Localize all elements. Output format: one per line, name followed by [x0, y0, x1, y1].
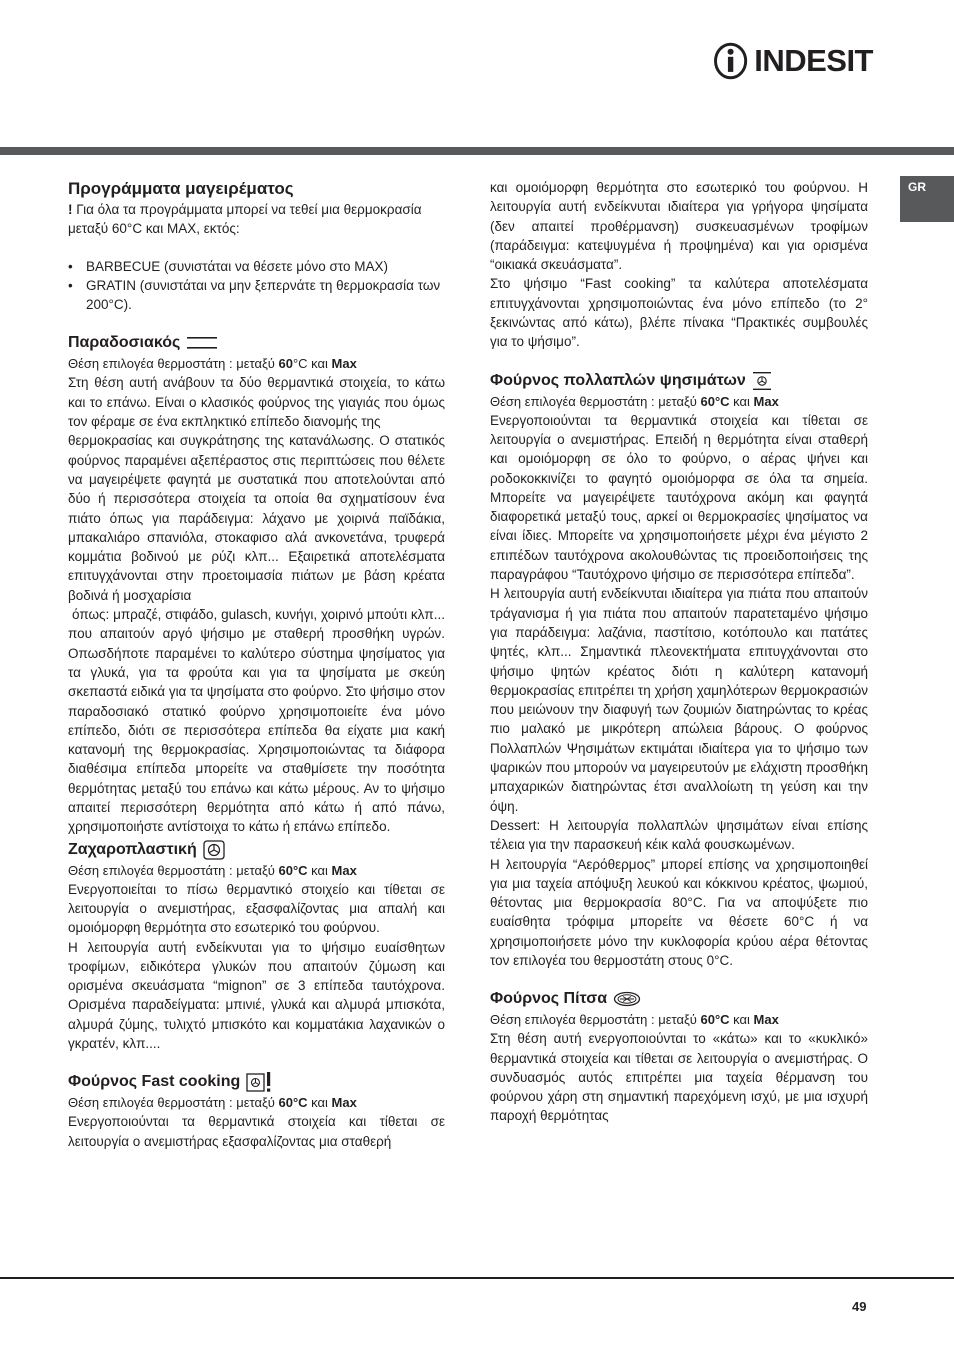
fast-cooking-paragraph: και ομοιόμορφη θερμότητα στο εσωτερικό του φούρνου. Η λειτουργία αυτή ενδείκνυται ιδιαίτερα για γρήγορα ψησίματα (δεν απαιτεί προθέρμανση) συσκευασμένων τροφίμων (παράδειγμα: κατεψυγμένα ή προψημένα) και για ορισμένα “οικιακά σκευάσματα”.: [490, 180, 868, 273]
setting-mid: και: [307, 862, 332, 878]
warning-note: [68, 200, 445, 239]
pastry-paragraph: Η λειτουργία αυτή ενδείκνυται για το ψήσιμο ευαίσθητων τροφίμων, ειδικότερα γλυκών που απαιτούν ζύμωση και ορισμένα σκευάσματα “mignon” σε 3 επίπεδα ταυτόχρονα. Ορισμένα παραδείγματα: μπινιέ, γλυκά και αλμυρά μπισκότα, αλμυρά ζύμης, τυλιχτό μπισκότο και κομματάκια λαχανικών ο γκρατέν, κλπ....: [68, 939, 445, 1051]
pastry-heading: [68, 839, 445, 861]
fast-cooking-icon: [246, 1071, 272, 1093]
multi-cooking-paragraph: Dessert: Η λειτουργία πολλαπλών ψησιμάτων είναι επίσης τέλεια για την παρασκευή κέικ καλά φουσκωμένων.: [490, 817, 868, 853]
warning-mark: !: [68, 202, 73, 217]
setting-mid: και: [729, 393, 754, 409]
right-column: [490, 178, 868, 1126]
pizza-icon: [613, 991, 641, 1007]
multi-cooking-heading: [490, 370, 868, 392]
left-column: [68, 178, 445, 1151]
setting-max: Max: [331, 862, 357, 878]
pastry-fan-icon: [203, 840, 225, 860]
indesit-i-icon: [713, 38, 748, 84]
setting-mid: και: [307, 1095, 332, 1111]
page-number: 49: [852, 1299, 867, 1314]
setting-min: 60°C: [700, 1012, 730, 1028]
multi-cooking-icon: [752, 371, 772, 391]
pastry-paragraph: Ενεργοποιείται το πίσω θερμαντικό στοιχείο και τίθεται σε λειτουργία ο ανεμιστήρας, εξασφαλίζοντας μια απαλή και ομοιόμορφη θερμότητα στο εσωτερικό του φούρνου.: [68, 881, 445, 936]
footer-rule: [0, 1277, 954, 1279]
traditional-paragraph: όπως: μπραζέ, στιφάδο, gulasch, κυνήγι, χοιρινό μπούτι κλπ... που απαιτούν αργό ψήσιμο με σταθερή προσθήκη υγρών. Οπωσδήποτε παραμένει το καλύτερο σύστημα ψησίματος για τα γλυκά, για τα φρούτα και για τα ψησίματα με σκεύη σκεπαστά ειδικά για τα ψησίματα στο φούρνο. Στο ψήσιμο στον παραδοσιακό στατικό φούρνο χρησιμοποιείτε ένα μόνο επίπεδο, διότι σε περισσότερα επίπεδα θα είχατε μια κακή κατανομή της θερμοκρασίας. Χρησιμοποιώντας τα διάφορα διαθέσιμα επίπεδα μπορείτε να σταθμίσετε την ποσότητα θερμότητας μεταξύ του επάνω και κάτω μέρους. Αν το ψήσιμο απαιτεί περισσότερη θερμότητα από κάτω ή από πάνω, χρησιμοποιήστε αντίστοιχα το κάτω ή επάνω επίπεδο.: [68, 607, 445, 835]
brand-name: INDESIT: [754, 43, 873, 78]
traditional-paragraph: θερμοκρασίας και συγκράτησης της κατανάλωσης. Ο στατικός φούρνος παραμένει αξεπέραστος στις περιπτώσεις που θέλετε να μαγειρέψετε φαγητά με συστατικά που αποτελούνται από δύο ή περισσότερα στοιχεία τα οποία θα σχηματίσουν ένα πιάτο όπως για παράδειγμα: λάχανο με χοιρινά παϊδάκια, μπακαλιάρο σπανιόλα, στοκαφισο αλά ανκονετάνα, τρυφερά κομμάτια βοδινού με ρύζι κλπ... Εξαιρετικά αποτελέσματα επιτυγχάνονται στην προετοιμασία πιάτων με βάση κρέατα βοδινά ή μοσχαρίσια: [68, 433, 445, 603]
brand-logo: [713, 36, 873, 86]
setting-min: 60°C: [278, 862, 308, 878]
setting-mid: °C και: [292, 356, 332, 372]
traditional-heading: [68, 332, 445, 354]
pizza-paragraph: Στη θέση αυτή ενεργοποιούνται το «κάτω» και το «κυκλικό» θερμαντικά στοιχεία και τίθεται σε λειτουργία ο ανεμιστήρας. Ο συνδυασμός αυτός επιτρέπει μια ταχεία θέρμανση του φούρνου χάρη στη σημαντική παρεχόμενη ισχύ, με μια ισχυρή παροχή θερμότητας: [490, 1031, 868, 1124]
pastry-setting: [68, 861, 445, 880]
setting-min: 60: [278, 356, 293, 372]
multi-cooking-setting: [490, 392, 868, 411]
top-bottom-heat-icon: [186, 336, 218, 350]
warning-text: Για όλα τα προγράμματα μπορεί να τεθεί μια θερμοκρασία μεταξύ 60°C και MAX, εκτός:: [68, 202, 422, 237]
fast-cooking-heading-text: Φούρνος Fast cooking: [68, 1073, 241, 1091]
setting-max: Max: [331, 1095, 357, 1111]
pastry-heading-text: Ζαχαροπλαστική: [68, 840, 197, 858]
setting-prefix: Θέση επιλογέα θερμοστάτη : μεταξύ: [490, 393, 701, 409]
setting-max: Max: [753, 1012, 779, 1028]
multi-cooking-paragraph: Η λειτουργία “Αερόθερμος” μπορεί επίσης να χρησιμοποιηθεί για μια ταχεία απόψυξη λευκού και κόκκινου κρέατος, ψωμιού, θέτοντας μια θερμοκρασία 80°C. Για να αποψύξετε πιο ευαίσθητα τρόφιμα μπορείτε να θέσετε 60°C ή να χρησιμοποιήσετε μόνο την κυκλοφορία κρύου αέρα θέτοντας τον επιλογέα του θερμοστάτη στους 0°C.: [490, 856, 868, 968]
pizza-heading-text: Φούρνος Πίτσα: [490, 990, 608, 1008]
setting-prefix: Θέση επιλογέα θερμοστάτη : μεταξύ: [490, 1012, 701, 1028]
pizza-setting: [490, 1010, 868, 1029]
header-bar: [0, 147, 954, 155]
setting-max: Max: [753, 393, 779, 409]
list-item: • BARBECUE (συνιστάται να θέσετε μόνο στο MAX): [68, 257, 445, 276]
setting-max: Max: [331, 356, 357, 372]
fast-cooking-paragraph: Στο ψήσιμο “Fast cooking” τα καλύτερα αποτελέσματα επιτυγχάνονται χρησιμοποιώντας ένα μόνο επίπεδο (το 2° ξεκινώντας από κάτω), βλέπε πίνακα “Πρακτικές συμβουλές για το ψήσιμο”.: [490, 276, 868, 350]
setting-mid: και: [729, 1012, 754, 1028]
setting-prefix: Θέση επιλογέα θερμοστάτη : μεταξύ: [68, 356, 279, 372]
exceptions-list: [68, 257, 445, 315]
list-item: • GRATIN (συνιστάται να μην ξεπερνάτε τη θερμοκρασία των 200°C).: [68, 276, 445, 315]
setting-prefix: Θέση επιλογέα θερμοστάτη : μεταξύ: [68, 862, 279, 878]
pizza-heading: [490, 988, 868, 1010]
traditional-heading-text: Παραδοσιακός: [68, 334, 181, 352]
fast-cooking-heading: [68, 1071, 445, 1093]
multi-cooking-paragraph: Ενεργοποιούνται τα θερμαντικά στοιχεία και τίθεται σε λειτουργία ο ανεμιστήρας. Επειδή η θερμότητα είναι σταθερή και ομοιόμορφη σε όλο το φούρνο, ο αέρας ψήνει και ροδοκοκκινίζει το φαγητό ομοιόμορφα σε όλα τα σημεία. Μπορείτε να μαγειρέψετε ταυτόχρονα ακόμη και φαγητά διαφορετικά μεταξύ τους, αρκεί οι θερμοκρασίες ψησίματος να είναι ίδιες. Μπορείτε να χρησιμοποιήσετε μέχρι ένα μέγιστο 2 επιπέδων ταυτόχρονα ακολουθώντας τις προειδοποιήσεις της παραγράφου “Ταυτόχρονο ψήσιμο σε περισσότερα επίπεδα”.: [490, 412, 868, 583]
language-tab: [900, 176, 954, 222]
setting-prefix: Θέση επιλογέα θερμοστάτη : μεταξύ: [68, 1095, 279, 1111]
fast-cooking-setting: [68, 1093, 445, 1112]
setting-min: 60°C: [700, 393, 730, 409]
language-tab-label: GR: [908, 180, 926, 194]
programs-title: Προγράμματα μαγειρέματος: [68, 179, 294, 198]
traditional-paragraph: Στη θέση αυτή ανάβουν τα δύο θερμαντικά στοιχεία, το κάτω και το επάνω. Είναι ο κλασικός φούρνος της γιαγιάς που όμως τον φέραμε σε ένα εκπληκτικό επίπεδο διανομής της: [68, 375, 445, 430]
setting-min: 60°C: [278, 1095, 308, 1111]
multi-cooking-heading-text: Φούρνος πολλαπλών ψησιμάτων: [490, 371, 746, 389]
traditional-setting: [68, 354, 445, 373]
fast-cooking-paragraph: Ενεργοποιούνται τα θερμαντικά στοιχεία και τίθεται σε λειτουργία ο ανεμιστήρας εξασφαλίζοντας μια σταθερή: [68, 1114, 445, 1149]
multi-cooking-paragraph: Η λειτουργία αυτή ενδείκνυται ιδιαίτερα για πιάτα που απαιτούν τράγανισμα ή για πιάτα που απαιτούν παρατεταμένο ψήσιμο για παράδειγμα: λαζάνια, παστίτσιο, κοτόπουλο και πατάτες ψητές, κλπ... Σημαντικά πλεονεκτήματα επιτυγχάνονται στο ψήσιμο ψητών κρέατος διότι η καλύτερη κατανομή θερμοκρασίας επιτρέπει τη χρήση χαμηλότερων θερμοκρασιών που μειώνουν την διαφυγή των ζουμιών διατηρώντας το κρέας πιο μαλακό με μικρότερη απώλεια βάρους. Ο φούρνος Πολλαπλών Ψησιμάτων εκτιμάται ιδιαίτερα για το ψήσιμο των ψαρικών που μπορούν να μαγειρευτούν με ελάχιστη προσθήκη μπαχαρικών διατηρώντας έτσι αναλλοίωτη τη γεύση και την όψη.: [490, 586, 868, 814]
